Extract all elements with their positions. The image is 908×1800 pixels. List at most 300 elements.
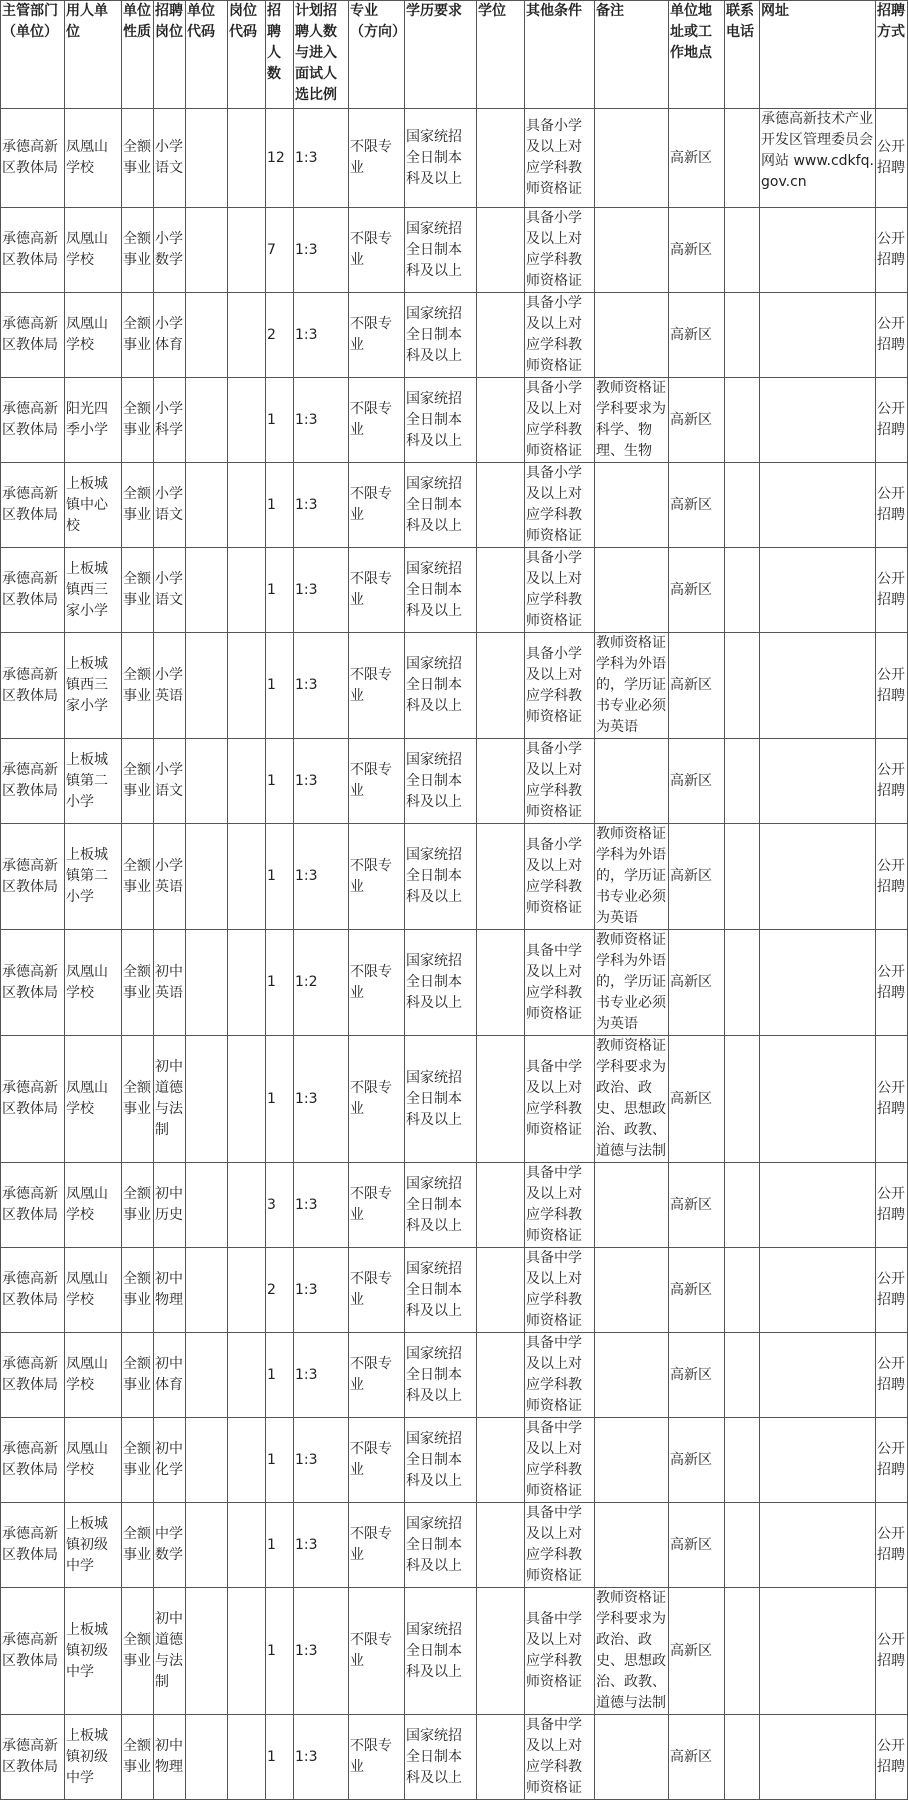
cell-post-code bbox=[228, 208, 266, 293]
cell-remarks bbox=[595, 208, 669, 293]
cell-website bbox=[760, 739, 876, 824]
cell-dept: 承德高新区教体局 bbox=[1, 1333, 65, 1418]
cell-post: 初中物理 bbox=[154, 1248, 186, 1333]
cell-remarks: 教师资格证学科要求为政治、政史、思想政治、政教、道德与法制 bbox=[595, 1588, 669, 1715]
table-row bbox=[1, 739, 908, 824]
cell-website bbox=[760, 1588, 876, 1715]
cell-method: 公开招聘 bbox=[876, 1503, 908, 1588]
cell-major: 不限专业 bbox=[349, 1588, 405, 1715]
cell-nature: 全额事业 bbox=[122, 1163, 154, 1248]
cell-major: 不限专业 bbox=[349, 1248, 405, 1333]
table-row bbox=[1, 208, 908, 293]
cell-post-code bbox=[228, 109, 266, 208]
cell-education: 国家统招全日制本科及以上 bbox=[405, 930, 477, 1036]
cell-employer: 凤凰山学校 bbox=[65, 930, 122, 1036]
table-row bbox=[1, 1503, 908, 1588]
cell-major: 不限专业 bbox=[349, 739, 405, 824]
cell-dept: 承德高新区教体局 bbox=[1, 930, 65, 1036]
cell-employer: 凤凰山学校 bbox=[65, 1248, 122, 1333]
cell-conditions: 具备中学及以上对应学科教师资格证 bbox=[525, 1418, 595, 1503]
cell-education: 国家统招全日制本科及以上 bbox=[405, 1248, 477, 1333]
cell-website bbox=[760, 1503, 876, 1588]
cell-location: 高新区 bbox=[669, 930, 725, 1036]
cell-degree bbox=[477, 1588, 525, 1715]
cell-remarks bbox=[595, 463, 669, 548]
cell-conditions: 具备小学及以上对应学科教师资格证 bbox=[525, 633, 595, 739]
cell-major: 不限专业 bbox=[349, 1503, 405, 1588]
cell-location: 高新区 bbox=[669, 1588, 725, 1715]
cell-nature: 全额事业 bbox=[122, 293, 154, 378]
cell-nature: 全额事业 bbox=[122, 824, 154, 930]
cell-remarks bbox=[595, 548, 669, 633]
cell-method: 公开招聘 bbox=[876, 1418, 908, 1503]
cell-post: 小学语文 bbox=[154, 463, 186, 548]
cell-website bbox=[760, 633, 876, 739]
cell-nature: 全额事业 bbox=[122, 930, 154, 1036]
cell-education: 国家统招全日制本科及以上 bbox=[405, 548, 477, 633]
cell-unit-code bbox=[186, 1163, 228, 1248]
table-row bbox=[1, 463, 908, 548]
cell-post: 初中体育 bbox=[154, 1333, 186, 1418]
header-employer: 用人单位 bbox=[65, 1, 122, 109]
cell-post-code bbox=[228, 1248, 266, 1333]
cell-degree bbox=[477, 1715, 525, 1800]
cell-employer: 凤凰山学校 bbox=[65, 1333, 122, 1418]
cell-website bbox=[760, 378, 876, 463]
cell-unit-code bbox=[186, 293, 228, 378]
cell-dept: 承德高新区教体局 bbox=[1, 633, 65, 739]
cell-method: 公开招聘 bbox=[876, 293, 908, 378]
table-row bbox=[1, 109, 908, 208]
cell-location: 高新区 bbox=[669, 1333, 725, 1418]
cell-major: 不限专业 bbox=[349, 824, 405, 930]
cell-education: 国家统招全日制本科及以上 bbox=[405, 1715, 477, 1800]
cell-post-code bbox=[228, 1036, 266, 1163]
cell-phone bbox=[725, 1333, 760, 1418]
table-row bbox=[1, 1163, 908, 1248]
cell-ratio: 1:3 bbox=[294, 1163, 349, 1248]
cell-remarks bbox=[595, 293, 669, 378]
cell-website bbox=[760, 1036, 876, 1163]
cell-conditions: 具备中学及以上对应学科教师资格证 bbox=[525, 1036, 595, 1163]
cell-post-code bbox=[228, 1418, 266, 1503]
header-post: 招聘岗位 bbox=[154, 1, 186, 109]
table-row bbox=[1, 1333, 908, 1418]
cell-education: 国家统招全日制本科及以上 bbox=[405, 633, 477, 739]
table-body bbox=[1, 109, 908, 1800]
cell-ratio: 1:3 bbox=[294, 293, 349, 378]
header-location: 单位地址或工作地点 bbox=[669, 1, 725, 109]
cell-education: 国家统招全日制本科及以上 bbox=[405, 109, 477, 208]
cell-nature: 全额事业 bbox=[122, 1715, 154, 1800]
cell-education: 国家统招全日制本科及以上 bbox=[405, 1163, 477, 1248]
cell-employer: 阳光四季小学 bbox=[65, 378, 122, 463]
cell-dept: 承德高新区教体局 bbox=[1, 739, 65, 824]
table-row bbox=[1, 378, 908, 463]
cell-employer: 凤凰山学校 bbox=[65, 1036, 122, 1163]
cell-post: 小学语文 bbox=[154, 739, 186, 824]
cell-major: 不限专业 bbox=[349, 548, 405, 633]
cell-employer: 上板城镇第二小学 bbox=[65, 824, 122, 930]
cell-degree bbox=[477, 109, 525, 208]
cell-post-code bbox=[228, 633, 266, 739]
cell-employer: 上板城镇初级中学 bbox=[65, 1588, 122, 1715]
cell-major: 不限专业 bbox=[349, 1163, 405, 1248]
cell-major: 不限专业 bbox=[349, 463, 405, 548]
cell-post-code bbox=[228, 1715, 266, 1800]
cell-location: 高新区 bbox=[669, 739, 725, 824]
cell-method: 公开招聘 bbox=[876, 378, 908, 463]
header-nature: 单位性质 bbox=[122, 1, 154, 109]
cell-major: 不限专业 bbox=[349, 293, 405, 378]
cell-ratio: 1:3 bbox=[294, 1588, 349, 1715]
cell-ratio: 1:3 bbox=[294, 1418, 349, 1503]
cell-phone bbox=[725, 739, 760, 824]
cell-phone bbox=[725, 378, 760, 463]
cell-method: 公开招聘 bbox=[876, 109, 908, 208]
cell-ratio: 1:3 bbox=[294, 109, 349, 208]
cell-degree bbox=[477, 548, 525, 633]
cell-ratio: 1:3 bbox=[294, 633, 349, 739]
cell-dept: 承德高新区教体局 bbox=[1, 824, 65, 930]
cell-degree bbox=[477, 1036, 525, 1163]
cell-unit-code bbox=[186, 548, 228, 633]
cell-degree bbox=[477, 1418, 525, 1503]
cell-major: 不限专业 bbox=[349, 1418, 405, 1503]
cell-degree bbox=[477, 1248, 525, 1333]
cell-phone bbox=[725, 824, 760, 930]
cell-phone bbox=[725, 633, 760, 739]
cell-remarks bbox=[595, 1248, 669, 1333]
header-dept: 主管部门（单位） bbox=[1, 1, 65, 109]
cell-website bbox=[760, 548, 876, 633]
cell-unit-code bbox=[186, 633, 228, 739]
table-row bbox=[1, 293, 908, 378]
cell-ratio: 1:3 bbox=[294, 378, 349, 463]
cell-unit-code bbox=[186, 1418, 228, 1503]
cell-dept: 承德高新区教体局 bbox=[1, 208, 65, 293]
cell-remarks bbox=[595, 1163, 669, 1248]
cell-unit-code bbox=[186, 463, 228, 548]
header-phone: 联系电话 bbox=[725, 1, 760, 109]
cell-location: 高新区 bbox=[669, 633, 725, 739]
cell-remarks: 教师资格证学科为外语的，学历证书专业必须为英语 bbox=[595, 824, 669, 930]
cell-post: 初中道德与法制 bbox=[154, 1036, 186, 1163]
cell-unit-code bbox=[186, 739, 228, 824]
cell-employer: 上板城镇西三家小学 bbox=[65, 548, 122, 633]
cell-employer: 上板城镇西三家小学 bbox=[65, 633, 122, 739]
header-major: 专业（方向） bbox=[349, 1, 405, 109]
cell-conditions: 具备小学及以上对应学科教师资格证 bbox=[525, 293, 595, 378]
cell-remarks: 教师资格证学科要求为政治、政史、思想政治、政教、道德与法制 bbox=[595, 1036, 669, 1163]
cell-phone bbox=[725, 109, 760, 208]
table-row bbox=[1, 824, 908, 930]
cell-count: 1 bbox=[266, 633, 294, 739]
cell-dept: 承德高新区教体局 bbox=[1, 1248, 65, 1333]
cell-degree bbox=[477, 293, 525, 378]
cell-method: 公开招聘 bbox=[876, 739, 908, 824]
cell-method: 公开招聘 bbox=[876, 633, 908, 739]
cell-post: 初中物理 bbox=[154, 1715, 186, 1800]
cell-degree bbox=[477, 1333, 525, 1418]
cell-location: 高新区 bbox=[669, 109, 725, 208]
cell-degree bbox=[477, 208, 525, 293]
header-education: 学历要求 bbox=[405, 1, 477, 109]
cell-nature: 全额事业 bbox=[122, 1588, 154, 1715]
cell-remarks: 教师资格证学科要求为科学、物理、生物 bbox=[595, 378, 669, 463]
cell-post: 中学数学 bbox=[154, 1503, 186, 1588]
cell-ratio: 1:3 bbox=[294, 463, 349, 548]
cell-post-code bbox=[228, 463, 266, 548]
cell-remarks: 教师资格证学科为外语的，学历证书专业必须为英语 bbox=[595, 633, 669, 739]
cell-count: 2 bbox=[266, 293, 294, 378]
cell-post: 小学体育 bbox=[154, 293, 186, 378]
cell-method: 公开招聘 bbox=[876, 930, 908, 1036]
cell-nature: 全额事业 bbox=[122, 109, 154, 208]
header-method: 招聘方式 bbox=[876, 1, 908, 109]
cell-nature: 全额事业 bbox=[122, 1503, 154, 1588]
cell-remarks bbox=[595, 109, 669, 208]
cell-education: 国家统招全日制本科及以上 bbox=[405, 739, 477, 824]
cell-major: 不限专业 bbox=[349, 1036, 405, 1163]
table-row bbox=[1, 930, 908, 1036]
cell-method: 公开招聘 bbox=[876, 1036, 908, 1163]
cell-nature: 全额事业 bbox=[122, 739, 154, 824]
header-row bbox=[1, 1, 908, 109]
cell-major: 不限专业 bbox=[349, 633, 405, 739]
cell-website bbox=[760, 930, 876, 1036]
cell-post-code bbox=[228, 293, 266, 378]
cell-phone bbox=[725, 930, 760, 1036]
header-degree: 学位 bbox=[477, 1, 525, 109]
cell-post-code bbox=[228, 378, 266, 463]
cell-major: 不限专业 bbox=[349, 1333, 405, 1418]
cell-major: 不限专业 bbox=[349, 1715, 405, 1800]
cell-ratio: 1:2 bbox=[294, 930, 349, 1036]
cell-method: 公开招聘 bbox=[876, 1163, 908, 1248]
cell-degree bbox=[477, 1503, 525, 1588]
cell-ratio: 1:3 bbox=[294, 824, 349, 930]
cell-location: 高新区 bbox=[669, 1715, 725, 1800]
cell-dept: 承德高新区教体局 bbox=[1, 1163, 65, 1248]
cell-dept: 承德高新区教体局 bbox=[1, 1418, 65, 1503]
cell-unit-code bbox=[186, 930, 228, 1036]
table-row bbox=[1, 1418, 908, 1503]
cell-phone bbox=[725, 548, 760, 633]
cell-employer: 上板城镇初级中学 bbox=[65, 1503, 122, 1588]
cell-location: 高新区 bbox=[669, 1248, 725, 1333]
table-row bbox=[1, 1715, 908, 1800]
header-count: 招聘人数 bbox=[266, 1, 294, 109]
cell-post: 初中历史 bbox=[154, 1163, 186, 1248]
cell-ratio: 1:3 bbox=[294, 1248, 349, 1333]
cell-website bbox=[760, 824, 876, 930]
cell-unit-code bbox=[186, 1248, 228, 1333]
cell-location: 高新区 bbox=[669, 1503, 725, 1588]
cell-website: 承德高新技术产业开发区管理委员会网站 www.cdkfq.gov.cn bbox=[760, 109, 876, 208]
cell-education: 国家统招全日制本科及以上 bbox=[405, 378, 477, 463]
cell-degree bbox=[477, 633, 525, 739]
cell-education: 国家统招全日制本科及以上 bbox=[405, 1503, 477, 1588]
cell-degree bbox=[477, 739, 525, 824]
cell-website bbox=[760, 1715, 876, 1800]
cell-degree bbox=[477, 1163, 525, 1248]
cell-website bbox=[760, 1248, 876, 1333]
cell-count: 1 bbox=[266, 739, 294, 824]
header-website: 网址 bbox=[760, 1, 876, 109]
cell-website bbox=[760, 463, 876, 548]
cell-phone bbox=[725, 1163, 760, 1248]
cell-count: 1 bbox=[266, 1503, 294, 1588]
table-row bbox=[1, 1588, 908, 1715]
cell-conditions: 具备小学及以上对应学科教师资格证 bbox=[525, 378, 595, 463]
header-unit-code: 单位代码 bbox=[186, 1, 228, 109]
table-row bbox=[1, 1248, 908, 1333]
cell-major: 不限专业 bbox=[349, 208, 405, 293]
cell-method: 公开招聘 bbox=[876, 1248, 908, 1333]
cell-education: 国家统招全日制本科及以上 bbox=[405, 463, 477, 548]
cell-post-code bbox=[228, 1588, 266, 1715]
cell-nature: 全额事业 bbox=[122, 1418, 154, 1503]
cell-major: 不限专业 bbox=[349, 930, 405, 1036]
cell-ratio: 1:3 bbox=[294, 1503, 349, 1588]
cell-phone bbox=[725, 463, 760, 548]
table-row bbox=[1, 633, 908, 739]
cell-nature: 全额事业 bbox=[122, 1333, 154, 1418]
cell-unit-code bbox=[186, 109, 228, 208]
cell-conditions: 具备小学及以上对应学科教师资格证 bbox=[525, 109, 595, 208]
cell-count: 7 bbox=[266, 208, 294, 293]
cell-post-code bbox=[228, 1503, 266, 1588]
cell-count: 3 bbox=[266, 1163, 294, 1248]
cell-count: 1 bbox=[266, 1036, 294, 1163]
cell-ratio: 1:3 bbox=[294, 739, 349, 824]
cell-phone bbox=[725, 1715, 760, 1800]
cell-employer: 凤凰山学校 bbox=[65, 1163, 122, 1248]
cell-post-code bbox=[228, 930, 266, 1036]
cell-count: 2 bbox=[266, 1248, 294, 1333]
table-row bbox=[1, 548, 908, 633]
cell-education: 国家统招全日制本科及以上 bbox=[405, 1588, 477, 1715]
cell-remarks bbox=[595, 1715, 669, 1800]
cell-education: 国家统招全日制本科及以上 bbox=[405, 1418, 477, 1503]
cell-method: 公开招聘 bbox=[876, 1588, 908, 1715]
cell-phone bbox=[725, 293, 760, 378]
cell-method: 公开招聘 bbox=[876, 1715, 908, 1800]
cell-method: 公开招聘 bbox=[876, 824, 908, 930]
cell-remarks bbox=[595, 1333, 669, 1418]
cell-count: 1 bbox=[266, 824, 294, 930]
cell-website bbox=[760, 1418, 876, 1503]
cell-nature: 全额事业 bbox=[122, 378, 154, 463]
cell-conditions: 具备小学及以上对应学科教师资格证 bbox=[525, 208, 595, 293]
cell-dept: 承德高新区教体局 bbox=[1, 109, 65, 208]
header-conditions: 其他条件 bbox=[525, 1, 595, 109]
header-ratio: 计划招聘人数与进入面试人选比例 bbox=[294, 1, 349, 109]
cell-conditions: 具备中学及以上对应学科教师资格证 bbox=[525, 1163, 595, 1248]
cell-unit-code bbox=[186, 1333, 228, 1418]
cell-count: 1 bbox=[266, 548, 294, 633]
cell-unit-code bbox=[186, 1503, 228, 1588]
cell-dept: 承德高新区教体局 bbox=[1, 1036, 65, 1163]
cell-phone bbox=[725, 1036, 760, 1163]
cell-nature: 全额事业 bbox=[122, 1248, 154, 1333]
cell-location: 高新区 bbox=[669, 1418, 725, 1503]
cell-employer: 上板城镇中心校 bbox=[65, 463, 122, 548]
cell-unit-code bbox=[186, 824, 228, 930]
cell-nature: 全额事业 bbox=[122, 633, 154, 739]
cell-degree bbox=[477, 930, 525, 1036]
cell-count: 12 bbox=[266, 109, 294, 208]
cell-post: 小学语文 bbox=[154, 548, 186, 633]
cell-post-code bbox=[228, 548, 266, 633]
cell-location: 高新区 bbox=[669, 1163, 725, 1248]
cell-nature: 全额事业 bbox=[122, 208, 154, 293]
cell-degree bbox=[477, 378, 525, 463]
cell-remarks bbox=[595, 739, 669, 824]
cell-conditions: 具备中学及以上对应学科教师资格证 bbox=[525, 1248, 595, 1333]
cell-location: 高新区 bbox=[669, 208, 725, 293]
cell-post-code bbox=[228, 824, 266, 930]
cell-location: 高新区 bbox=[669, 548, 725, 633]
cell-dept: 承德高新区教体局 bbox=[1, 1715, 65, 1800]
cell-employer: 凤凰山学校 bbox=[65, 1418, 122, 1503]
cell-conditions: 具备中学及以上对应学科教师资格证 bbox=[525, 1588, 595, 1715]
cell-post: 小学语文 bbox=[154, 109, 186, 208]
cell-post: 小学科学 bbox=[154, 378, 186, 463]
cell-website bbox=[760, 1163, 876, 1248]
cell-ratio: 1:3 bbox=[294, 1036, 349, 1163]
cell-count: 1 bbox=[266, 1418, 294, 1503]
cell-post-code bbox=[228, 739, 266, 824]
cell-dept: 承德高新区教体局 bbox=[1, 293, 65, 378]
cell-dept: 承德高新区教体局 bbox=[1, 463, 65, 548]
cell-degree bbox=[477, 824, 525, 930]
cell-major: 不限专业 bbox=[349, 378, 405, 463]
cell-conditions: 具备中学及以上对应学科教师资格证 bbox=[525, 1503, 595, 1588]
cell-location: 高新区 bbox=[669, 293, 725, 378]
cell-method: 公开招聘 bbox=[876, 1333, 908, 1418]
cell-education: 国家统招全日制本科及以上 bbox=[405, 293, 477, 378]
cell-unit-code bbox=[186, 208, 228, 293]
cell-employer: 凤凰山学校 bbox=[65, 208, 122, 293]
cell-website bbox=[760, 293, 876, 378]
cell-count: 1 bbox=[266, 1333, 294, 1418]
cell-conditions: 具备小学及以上对应学科教师资格证 bbox=[525, 463, 595, 548]
cell-count: 1 bbox=[266, 378, 294, 463]
cell-dept: 承德高新区教体局 bbox=[1, 548, 65, 633]
cell-phone bbox=[725, 1588, 760, 1715]
cell-degree bbox=[477, 463, 525, 548]
cell-employer: 凤凰山学校 bbox=[65, 109, 122, 208]
cell-ratio: 1:3 bbox=[294, 548, 349, 633]
cell-ratio: 1:3 bbox=[294, 208, 349, 293]
cell-conditions: 具备中学及以上对应学科教师资格证 bbox=[525, 1715, 595, 1800]
cell-method: 公开招聘 bbox=[876, 548, 908, 633]
cell-dept: 承德高新区教体局 bbox=[1, 1503, 65, 1588]
cell-dept: 承德高新区教体局 bbox=[1, 378, 65, 463]
cell-conditions: 具备小学及以上对应学科教师资格证 bbox=[525, 739, 595, 824]
cell-dept: 承德高新区教体局 bbox=[1, 1588, 65, 1715]
cell-employer: 上板城镇初级中学 bbox=[65, 1715, 122, 1800]
cell-website bbox=[760, 208, 876, 293]
cell-location: 高新区 bbox=[669, 1036, 725, 1163]
cell-post-code bbox=[228, 1163, 266, 1248]
cell-method: 公开招聘 bbox=[876, 463, 908, 548]
cell-unit-code bbox=[186, 1588, 228, 1715]
cell-conditions: 具备小学及以上对应学科教师资格证 bbox=[525, 548, 595, 633]
cell-location: 高新区 bbox=[669, 378, 725, 463]
